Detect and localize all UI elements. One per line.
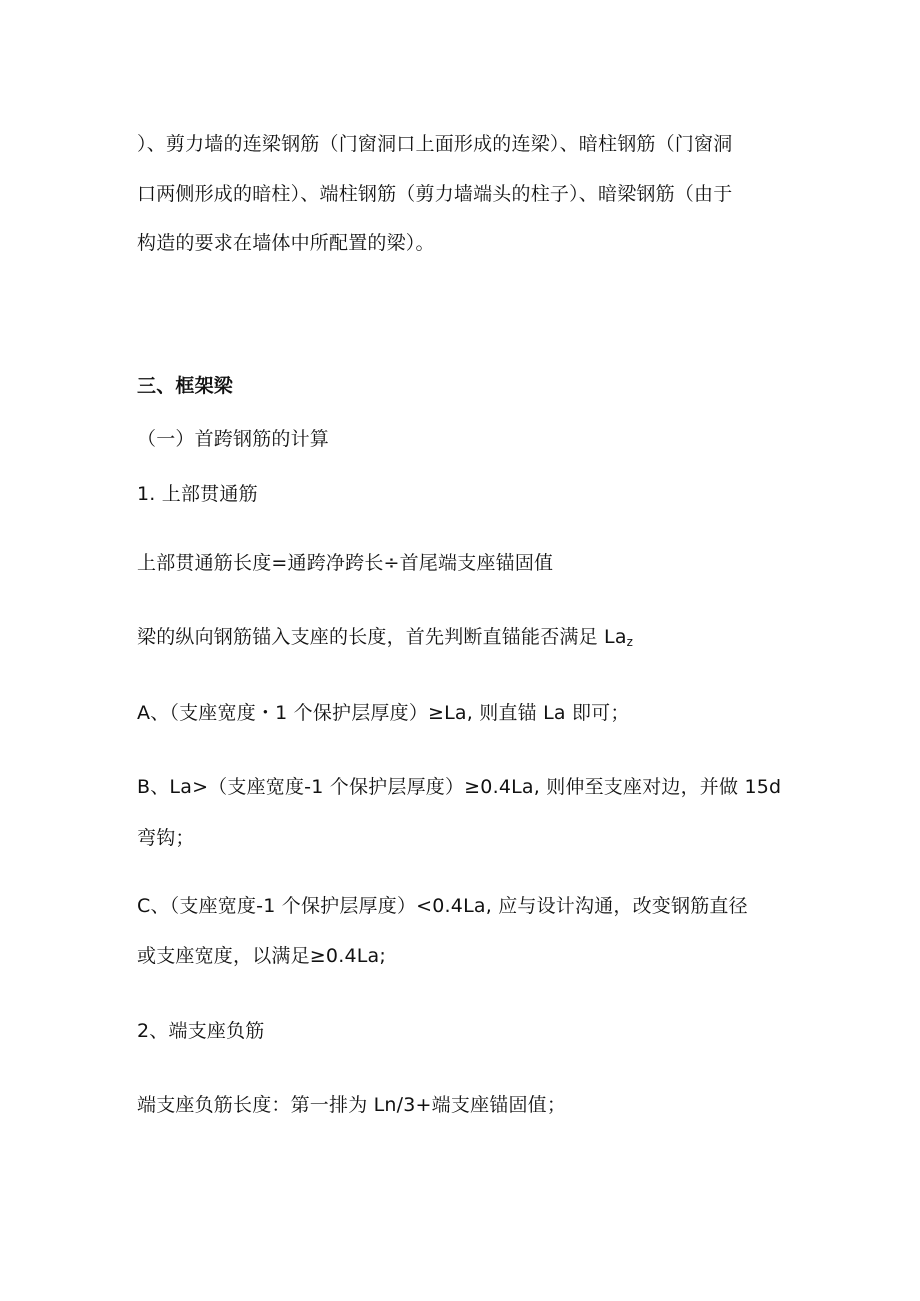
item1-case-a: A、（支座宽度・1 个保护层厚度）≥La, 则直锚 La 即可；	[137, 702, 630, 724]
item1-judge	[137, 624, 792, 655]
intro-line-2: 口两侧形成的暗柱）、端柱钢筋（剪力墙端头的柱子）、暗梁钢筋（由于	[137, 183, 733, 205]
item1-formula: 上部贯通筋长度=通跨净跨长÷首尾端支座锚固值	[137, 552, 554, 574]
subsection-title: （一）首跨钢筋的计算	[137, 428, 330, 450]
item1-title: 1. 上部贯通筋	[137, 483, 258, 505]
item1-case-c-line-2: 或支座宽度，以满足≥0.4La;	[137, 945, 386, 967]
item2-title: 2、端支座负筋	[137, 1020, 265, 1042]
intro-line-3: 构造的要求在墙体中所配置的梁）。	[137, 232, 435, 254]
item1-judge-subscript: z	[626, 635, 634, 649]
intro-line-1: ）、剪力墙的连梁钢筋（门窗洞口上面形成的连梁）、暗柱钢筋（门窗洞	[137, 133, 733, 155]
item1-case-b-line-2: 弯钩；	[137, 827, 195, 849]
item2-formula: 端支座负筋长度：第一排为 Ln∕3+端支座锚固值；	[137, 1094, 567, 1116]
item1-case-c-line-1: C、（支座宽度-1 个保护层厚度）<0.4La, 应与设计沟通，改变钢筋直径	[137, 895, 748, 917]
section-title: 三、框架梁	[137, 375, 234, 397]
item1-case-b-line-1: B、La>（支座宽度-1 个保护层厚度）≥0.4La, 则伸至支座对边，并做 15d	[137, 776, 782, 798]
item1-judge-text: 梁的纵向钢筋锚入支座的长度，首先判断直锚能否满足 La	[137, 626, 627, 648]
